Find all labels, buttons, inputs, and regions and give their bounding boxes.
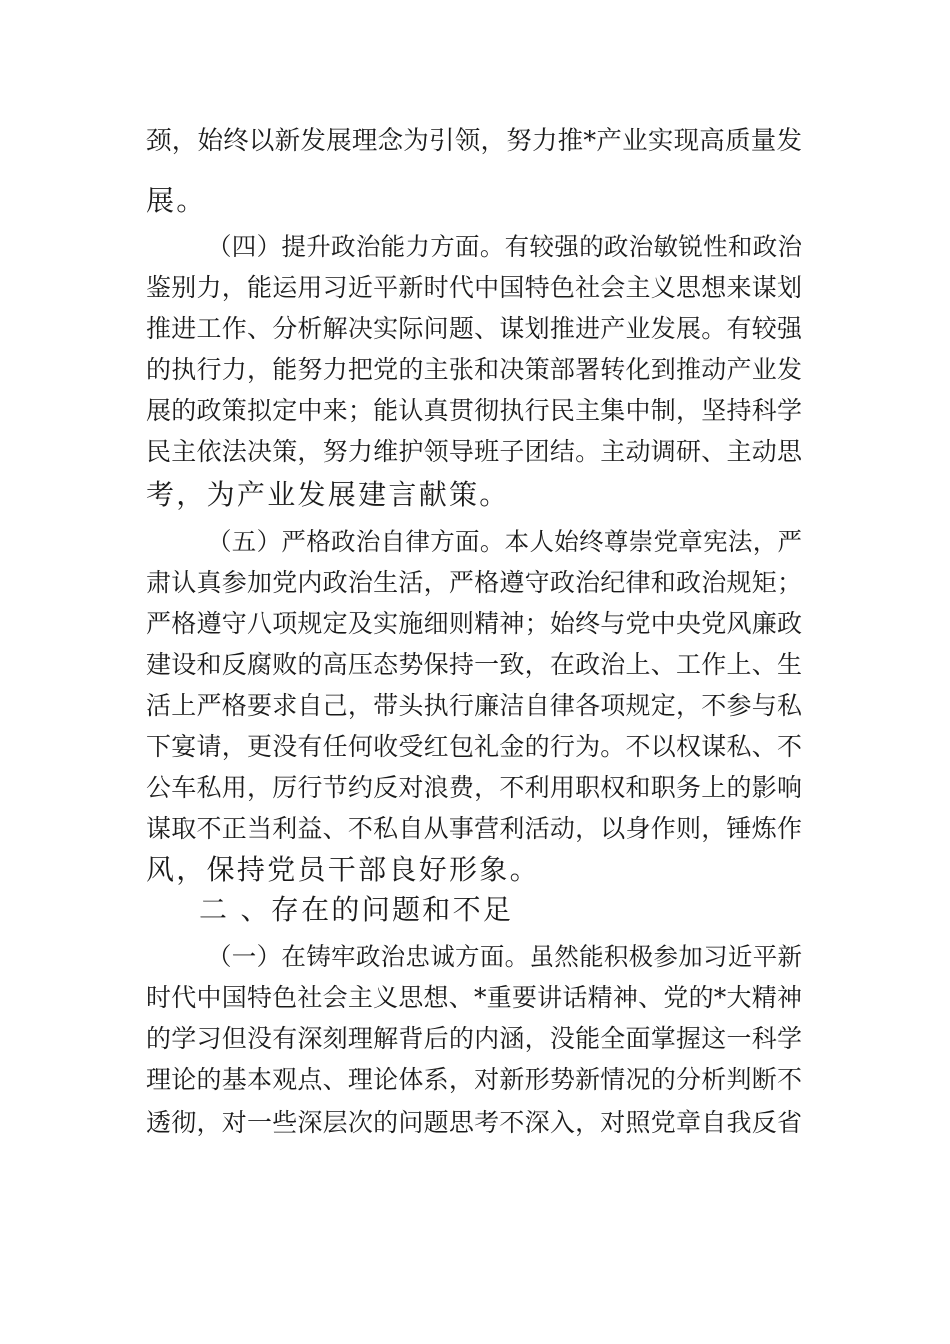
text-line: 推进工作、分析解决实际问题、谋划推进产业发展。有较强 xyxy=(146,314,802,343)
text-line: 谋取不正当利益、不私自从事营利活动，以身作则，锤炼作 xyxy=(146,814,802,843)
text-line: 鉴别力，能运用习近平新时代中国特色社会主义思想来谋划 xyxy=(146,273,802,302)
text-line: 的执行力，能努力把党的主张和决策部署转化到推动产业发 xyxy=(146,355,802,384)
text-line: 活上严格要求自己，带头执行廉洁自律各项规定，不参与私 xyxy=(146,691,802,720)
text-line: 公车私用，厉行节约反对浪费，不利用职权和职务上的影响 xyxy=(146,773,802,802)
paragraph-heading-4: （四）提升政治能力方面。有较强的政治敏锐性和政治 xyxy=(207,232,802,261)
text-line: 展。 xyxy=(146,184,207,217)
text-line: 肃认真参加党内政治生活，严格遵守政治纪律和政治规矩； xyxy=(146,568,802,597)
text-line: 颈，始终以新发展理念为引领，努力推*产业实现高质量发 xyxy=(146,126,802,156)
text-line: 理论的基本观点、理论体系，对新形势新情况的分析判断不 xyxy=(146,1065,802,1094)
section-heading: 二 、存在的问题和不足 xyxy=(199,893,514,926)
text-line: 风，保持党员干部良好形象。 xyxy=(146,853,540,886)
text-line: 下宴请，更没有任何收受红包礼金的行为。不以权谋私、不 xyxy=(146,732,802,761)
text-line: 透彻，对一些深层次的问题思考不深入，对照党章自我反省 xyxy=(146,1108,802,1137)
text-line: 建设和反腐败的高压态势保持一致，在政治上、工作上、生 xyxy=(146,650,802,679)
paragraph-heading-5: （五）严格政治自律方面。本人始终尊崇党章宪法，严 xyxy=(207,527,802,556)
text-line: 时代中国特色社会主义思想、*重要讲话精神、党的*大精神 xyxy=(146,983,802,1012)
text-line: 严格遵守八项规定及实施细则精神；始终与党中央党风廉政 xyxy=(146,609,802,638)
text-line: 民主依法决策，努力维护领导班子团结。主动调研、主动思 xyxy=(146,437,802,466)
text-line: 考，为产业发展建言献策。 xyxy=(146,478,510,511)
text-line: 展的政策拟定中来；能认真贯彻执行民主集中制，坚持科学 xyxy=(146,396,802,425)
paragraph-heading-1: （一）在铸牢政治忠诚方面。虽然能积极参加习近平新 xyxy=(207,942,802,971)
text-line: 的学习但没有深刻理解背后的内涵，没能全面掌握这一科学 xyxy=(146,1024,802,1053)
